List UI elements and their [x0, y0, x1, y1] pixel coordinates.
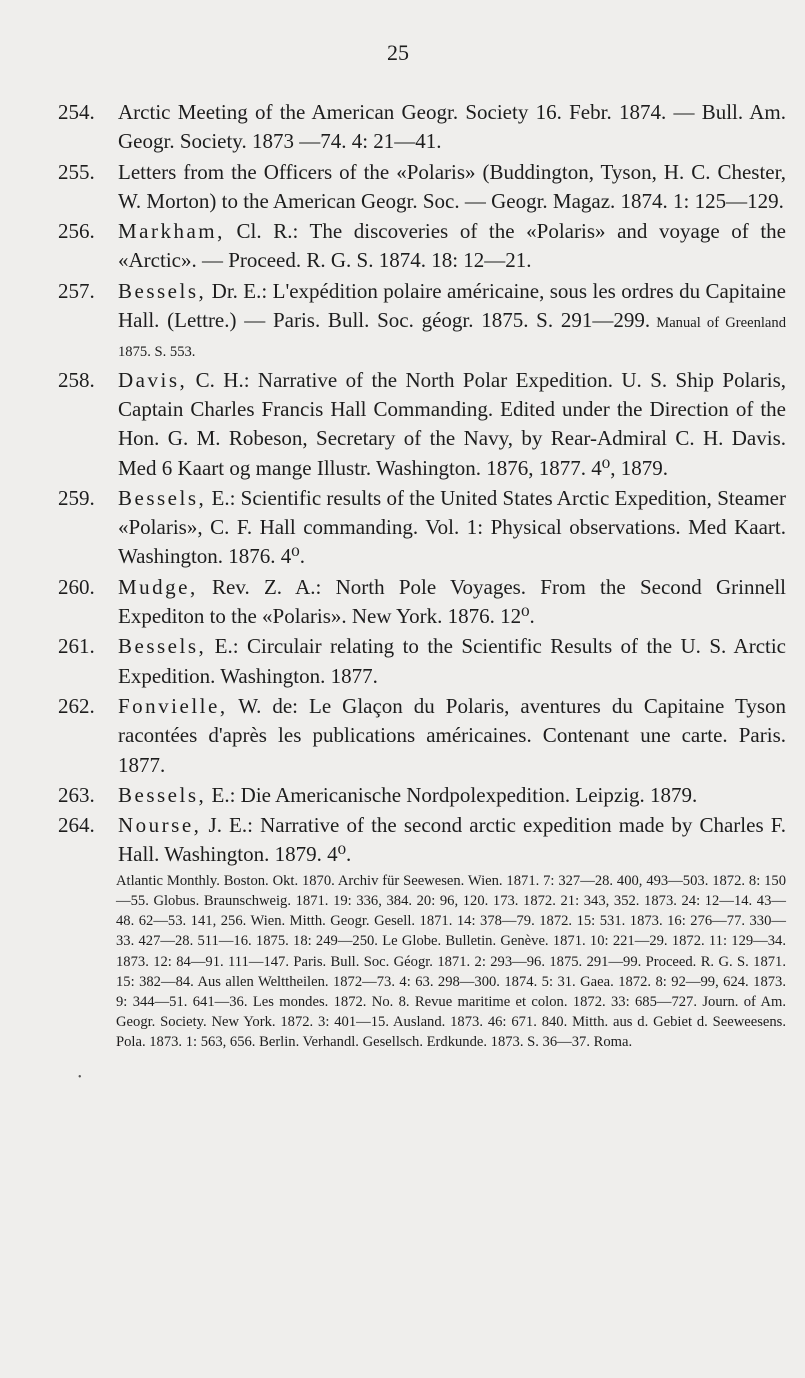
entry-text: [118, 277, 786, 365]
bibliography-entry: [58, 484, 786, 572]
entry-number: 257.: [58, 278, 95, 303]
entry-author: Fonvielle,: [118, 693, 228, 718]
entry-text: [118, 692, 786, 780]
entry-text: [118, 573, 786, 632]
bibliography-entry: [58, 158, 786, 217]
entry-number: 258.: [58, 367, 95, 392]
entry-citation: E.: Die Americanische Nordpolexpedition. Leipzig. 1879.: [206, 782, 698, 807]
entry-note: Manual of Greenland 1875. S. 553.: [118, 315, 786, 361]
entry-author: Bessels,: [118, 634, 207, 659]
entry-author: Bessels,: [118, 278, 207, 303]
entry-text: [118, 781, 786, 810]
entry-citation: C. H.: Narrative of the North Polar Expedition. U. S. Ship Polaris, Captain Charles Francis Hall Commanding. Edited under the Direction of the Hon. G. M. Robeson, Secretary of the Navy, by Rear-Admiral C. H. Davis. Med 6 Kaart og mange Illustr. Washington. 1876, 1877. 4⁰, 1879.: [118, 367, 786, 480]
entry-text: [118, 217, 786, 276]
bibliography-entry: [58, 366, 786, 483]
entry-author: Mudge,: [118, 574, 198, 599]
bibliography-entry: [58, 692, 786, 780]
entry-text: [118, 484, 786, 572]
page-number: 25: [387, 40, 409, 65]
bibliography-entry: [58, 811, 786, 1052]
entry-citation: E.: Scientific results of the United States Arctic Expedition, Steamer «Polaris», C. F. Hall commanding. Vol. 1: Physical observations. Med Kaart. Washington. 1876. 4⁰.: [118, 485, 786, 569]
entry-author: Markham,: [118, 219, 225, 244]
bibliography-entry: [58, 781, 786, 810]
entry-citation: J. E.: Narrative of the second arctic expedition made by Charles F. Hall. Washington. 1879. 4⁰.: [118, 813, 786, 867]
entry-number: 260.: [58, 574, 95, 599]
bibliography-entry: [58, 277, 786, 365]
entry-number: 255.: [58, 159, 95, 184]
entry-text: [118, 158, 786, 217]
entry-author: Nourse,: [118, 813, 202, 838]
entry-author: Bessels,: [118, 782, 207, 807]
bibliography-entry: [58, 573, 786, 632]
entry-number: 259.: [58, 485, 95, 510]
entry-number: 261.: [58, 634, 95, 659]
entry-periodical-references: Atlantic Monthly. Boston. Okt. 1870. Archiv für Seewesen. Wien. 1871. 7: 327—28. 400, 493—503. 1872. 8: 150—55. Globus. Braunschweig. 1871. 19: 336, 384. 20: 96, 120. 173. 1872. 21: 343, 352. 1873. 24: 12—14. 43—48. 62—53. 141, 256. Wien. Mitth. Geogr. Gesell. 1871. 14: 378—79. 1872. 15: 531. 1873. 16: 276—77. 330—33. 427—28. 511—16. 1875. 18: 249—250. Le Globe. Bulletin. Genève. 1871. 10: 221—29. 1872. 11: 129—34. 1873. 12: 84—91. 111—147. Paris. Bull. Soc. Géogr. 1871. 2: 293—96. 1875. 291—99. Proceed. R. G. S. 1871. 15: 382—84. Aus allen Welttheilen. 1872—73. 4: 63. 298—300. 1874. 5: 31. Gaea. 1872. 8: 92—99, 624. 1873. 9: 344—51. 641—36. Les mondes. 1872. No. 8. Revue maritime et colon. 1872. 33: 685—727. Journ. of Am. Geogr. Society. New York. 1872. 3: 401—15. Ausland. 1873. 46: 671. 840. Mitth. aus d. Gebiet d. Seeweesens. Pola. 1873. 1: 563, 656. Berlin. Verhandl. Gesellsch. Erdkunde. 1873. S. 36—37. Roma.: [116, 872, 786, 1051]
entry-author: Davis,: [118, 367, 188, 392]
entry-text: [118, 811, 786, 1052]
bibliography-list: [58, 98, 786, 1054]
entry-number: 263.: [58, 782, 95, 807]
entry-citation: W. de: Le Glaçon du Polaris, aventures du Capitaine Tyson racontées d'après les publications américaines. Contenant une carte. Paris. 1877.: [118, 693, 786, 777]
entry-citation: E.: Circulair relating to the Scientific Results of the U. S. Arctic Expedition. Washington. 1877.: [118, 634, 786, 688]
bibliography-entry: [58, 632, 786, 691]
entry-number: 254.: [58, 100, 95, 124]
entry-text: [118, 366, 786, 483]
entry-text: [118, 632, 786, 691]
entry-text: [118, 98, 786, 157]
entry-citation: Cl. R.: The discoveries of the «Polaris» and voyage of the «Arctic». — Proceed. R. G. S. 1874. 18: 12—21.: [118, 219, 786, 273]
bibliography-entry: [58, 98, 786, 157]
stray-ink-mark: •: [78, 1072, 82, 1083]
entry-citation: Rev. Z. A.: North Pole Voyages. From the Second Grinnell Expediton to the «Polaris». New York. 1876. 12⁰.: [118, 574, 786, 629]
entry-author: Bessels,: [118, 485, 207, 510]
bibliography-entry: [58, 217, 786, 276]
entry-number: 256.: [58, 219, 95, 244]
entry-citation: Letters from the Officers of the «Polaris» (Buddington, Tyson, H. C. Chester, W. Morton) to the American Geogr. Soc. — Geogr. Magaz. 1874. 1: 125—129.: [118, 159, 786, 213]
entry-citation: Arctic Meeting of the American Geogr. Society 16. Febr. 1874. — Bull. Am. Geogr. Society. 1873 —74. 4: 21—41.: [118, 100, 786, 154]
entry-number: 264.: [58, 813, 95, 838]
entry-number: 262.: [58, 693, 95, 718]
entry-citation: Dr. E.: L'expédition polaire américaine, sous les ordres du Capitaine Hall. (Lettre.) — Paris. Bull. Soc. géogr. 1875. S. 291—299.: [118, 278, 786, 333]
